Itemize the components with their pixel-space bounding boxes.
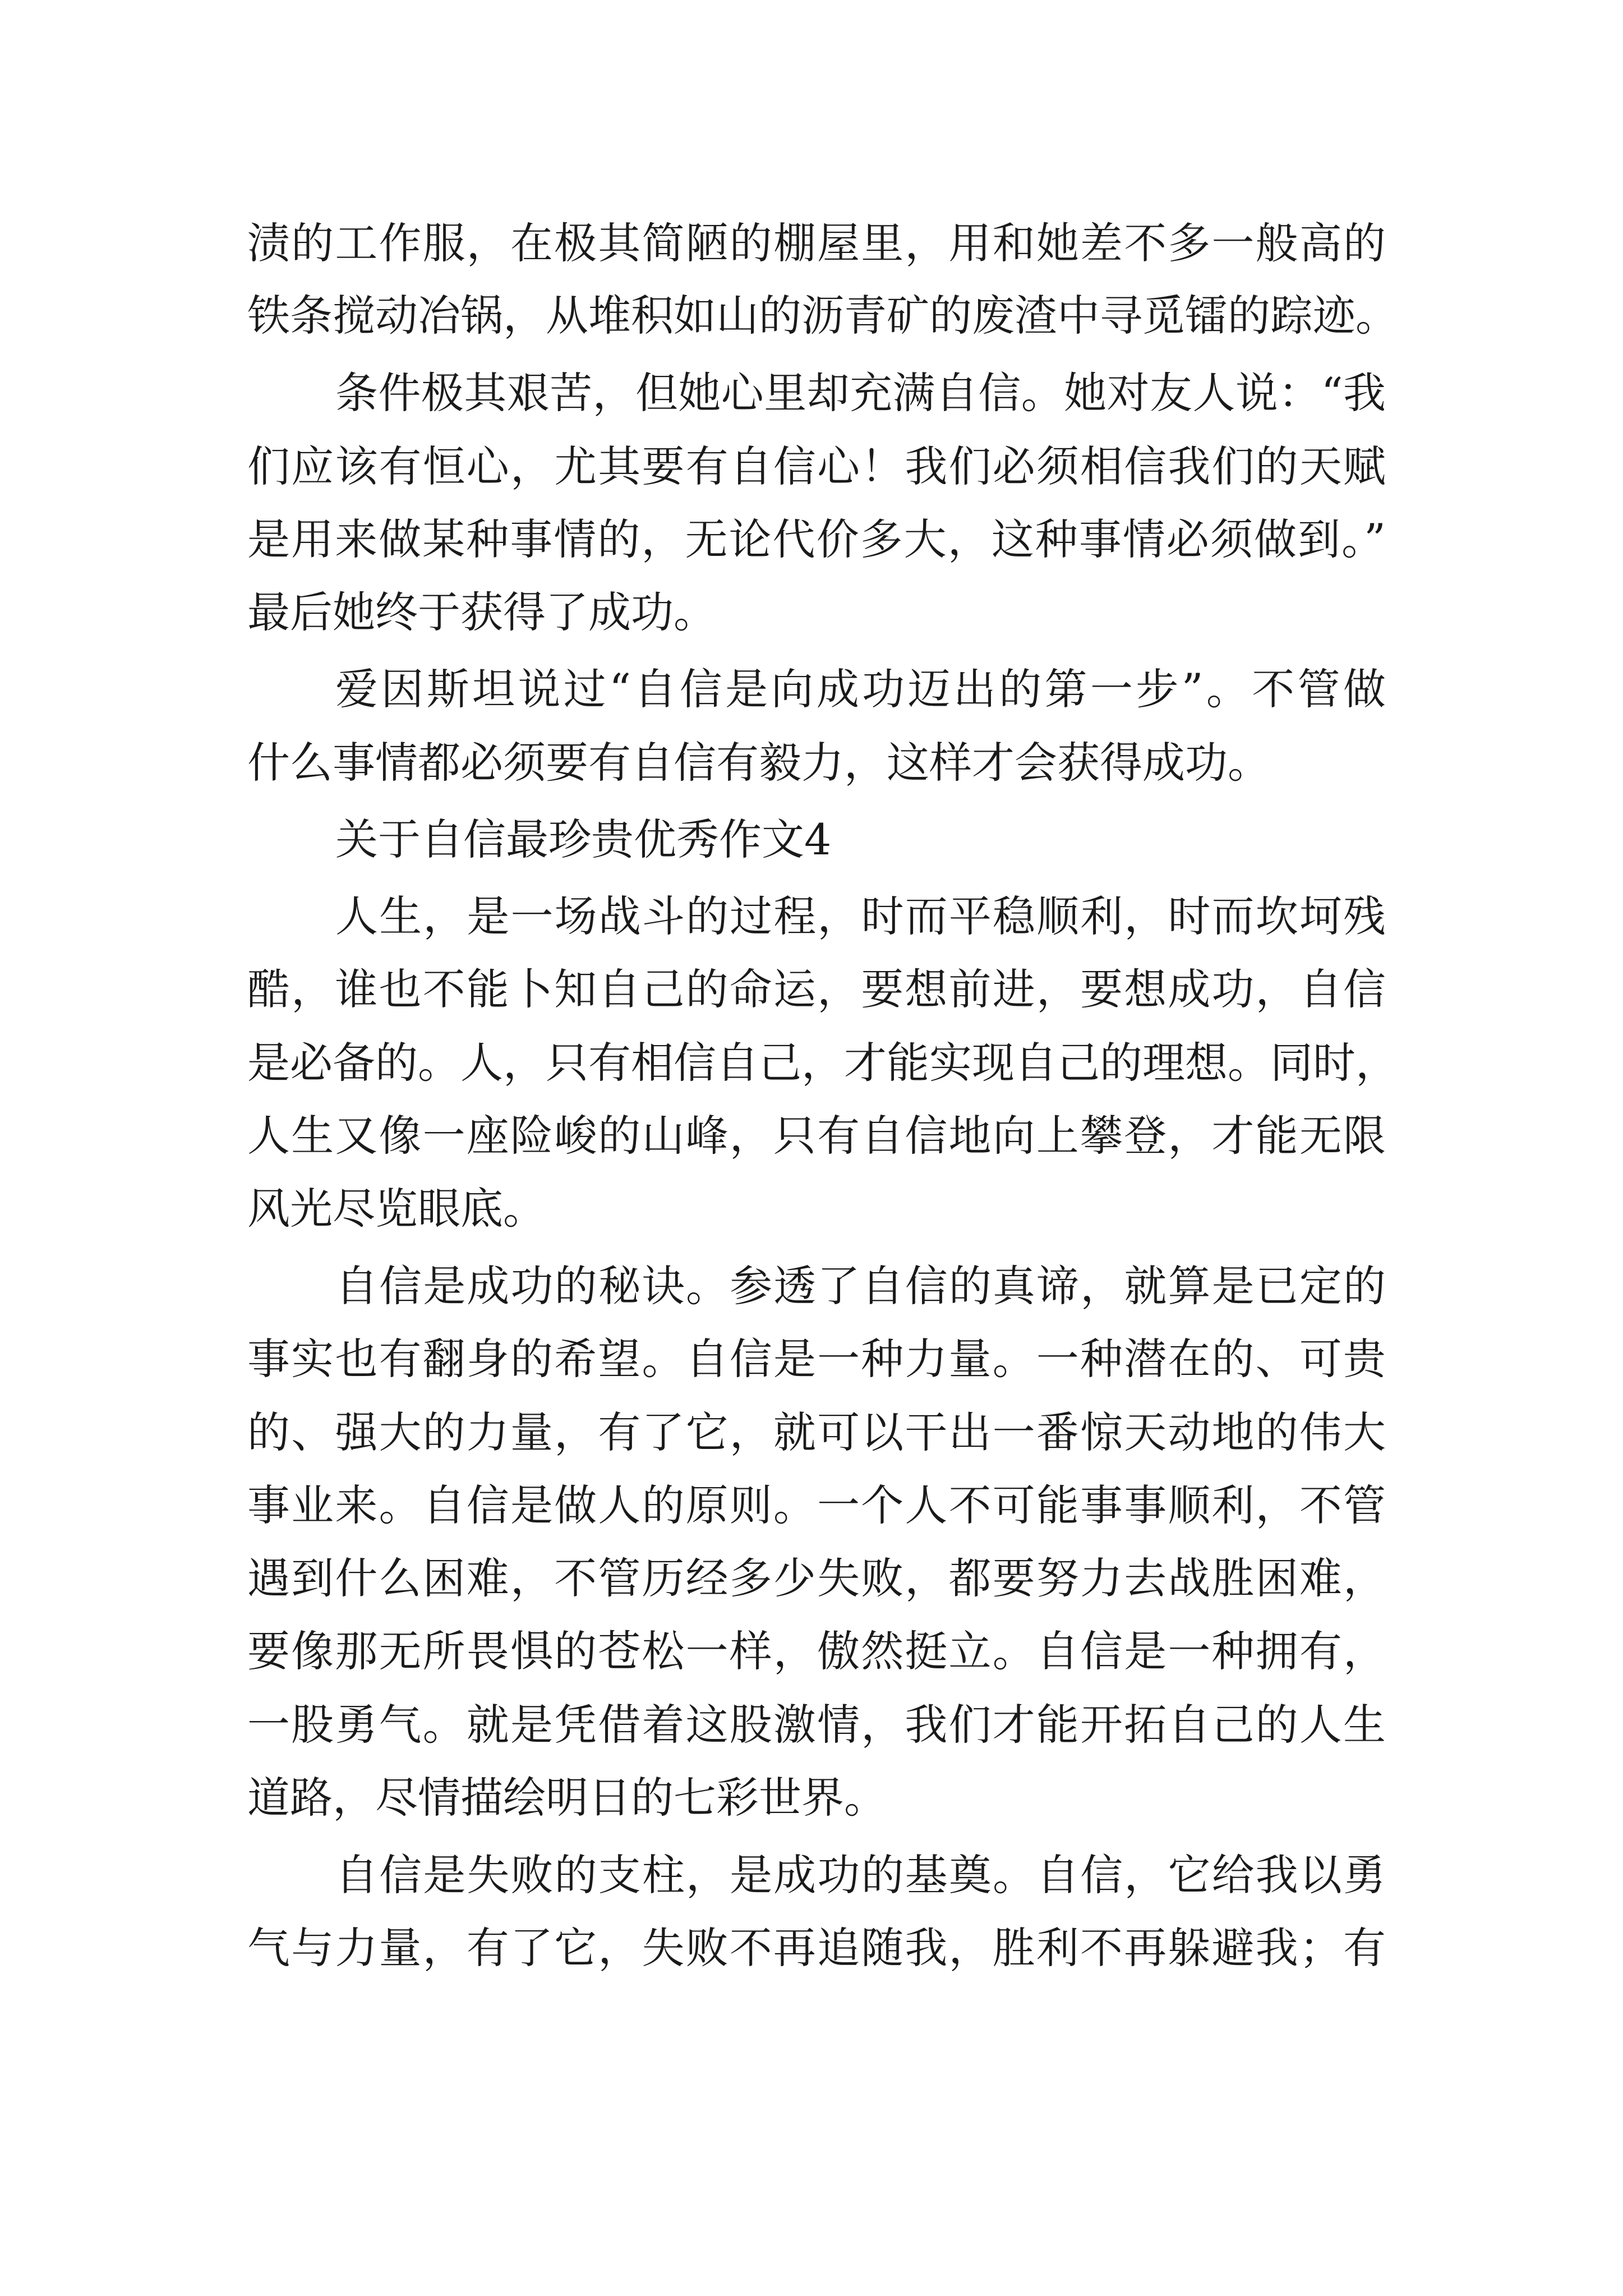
- text-line: 什么事情都必须要有自信有毅力，这样才会获得成功。: [247, 738, 1270, 788]
- text-line: 人生又像一座险峻的山峰，只有自信地向上攀登，才能无限: [247, 1111, 1386, 1161]
- text-line: 遇到什么困难，不管历经多少失败，都要努力去战胜困难，: [247, 1553, 1386, 1603]
- text-line: 事业来。自信是做人的原则。一个人不可能事事顺利，不管: [247, 1480, 1386, 1530]
- paragraph-first-line: 自信是成功的秘诀。参透了自信的真谛，就算是已定的: [335, 1261, 1386, 1311]
- paragraph-first-line: 人生，是一场战斗的过程，时而平稳顺利，时而坎坷残: [335, 891, 1386, 941]
- text-line: 铁条搅动冶锅，从堆积如山的沥青矿的废渣中寻觅镭的踪迹。: [247, 291, 1398, 341]
- paragraph-first-line: 条件极其艰苦，但她心里却充满自信。她对友人说：“我: [335, 368, 1386, 418]
- text-line: 们应该有恒心，尤其要有自信心！我们必须相信我们的天赋: [247, 441, 1386, 491]
- text-line: 一股勇气。就是凭借着这股激情，我们才能开拓自己的人生: [247, 1700, 1386, 1750]
- text-line: 的、强大的力量，有了它，就可以干出一番惊天动地的伟大: [247, 1407, 1386, 1457]
- section-heading: 关于自信最珍贵优秀作文4: [335, 815, 832, 864]
- text-line: 风光尽览眼底。: [247, 1184, 546, 1234]
- paragraph-first-line: 爱因斯坦说过“自信是向成功迈出的第一步”。不管做: [335, 664, 1386, 714]
- text-line: 是用来做某种事情的，无论代价多大，这种事情必须做到。”: [247, 514, 1386, 564]
- text-line: 气与力量，有了它，失败不再追随我，胜利不再躲避我；有: [247, 1923, 1386, 1973]
- text-line: 要像那无所畏惧的苍松一样，傲然挺立。自信是一种拥有，: [247, 1626, 1386, 1676]
- text-line: 事实也有翻身的希望。自信是一种力量。一种潜在的、可贵: [247, 1334, 1386, 1384]
- paragraph-first-line: 自信是失败的支柱，是成功的基奠。自信，它给我以勇: [335, 1850, 1386, 1900]
- text-line: 是必备的。人，只有相信自己，才能实现自己的理想。同时，: [247, 1038, 1398, 1088]
- text-line: 道路，尽情描绘明日的七彩世界。: [247, 1773, 887, 1823]
- text-line: 渍的工作服，在极其简陋的棚屋里，用和她差不多一般高的: [247, 218, 1386, 268]
- text-line: 酷，谁也不能卜知自己的命运，要想前进，要想成功，自信: [247, 964, 1386, 1014]
- text-line: 最后她终于获得了成功。: [247, 587, 716, 637]
